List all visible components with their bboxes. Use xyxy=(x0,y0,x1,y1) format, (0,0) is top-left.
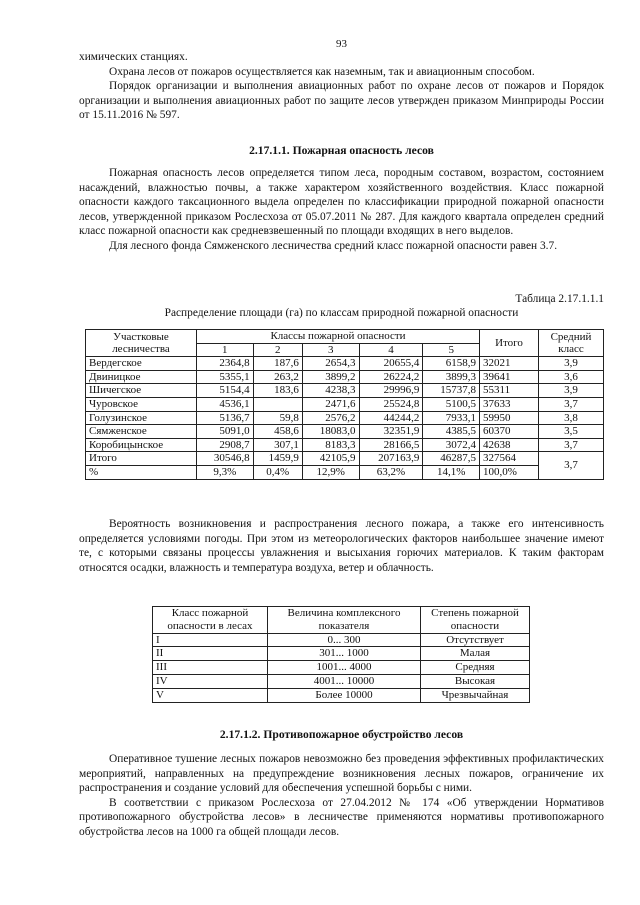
table-cell: 3,7 xyxy=(539,438,604,452)
column-header: Средний класс xyxy=(539,330,604,357)
table-cell: 2364,8 xyxy=(197,357,254,371)
column-header: Величина комплексного показателя xyxy=(268,607,421,634)
paragraph: Пожарная опасность лесов определяется типом леса, породным составом, возрастом, состоянием насаждений, влажностью почвы, а также характером хозяйственного воздействия. Класс пожарной опасности каждого таксационного выдела определен по классификации природной пожарной опасности лесов, утвержденной приказом Рослесхоза от 05.07.2011 № 287. Для каждого квартала определен средний класс пожарной опасности как средневзвешенный по площади входящих в него выделов. xyxy=(79,167,604,238)
section2-text xyxy=(79,752,604,840)
table-row xyxy=(86,425,604,439)
table-cell: 59,8 xyxy=(253,411,302,425)
column-header: Степень пожарной опасности xyxy=(421,607,530,634)
table-cell: 0,4% xyxy=(253,465,302,479)
table-cell: 2576,2 xyxy=(302,411,359,425)
table-cell: 1459,9 xyxy=(253,452,302,466)
column-header: Класс пожарной опасности в лесах xyxy=(153,607,268,634)
table-cell: 14,1% xyxy=(423,465,480,479)
table-cell: 32021 xyxy=(480,357,539,371)
table-cell: 207163,9 xyxy=(359,452,423,466)
table-cell: 42105,9 xyxy=(302,452,359,466)
table-cell: II xyxy=(153,647,268,661)
table-cell: 55311 xyxy=(480,384,539,398)
table-number: Таблица 2.17.1.1.1 xyxy=(515,293,604,305)
table-cell: 187,6 xyxy=(253,357,302,371)
table-cell: Чуровское xyxy=(86,397,197,411)
table-cell: 5355,1 xyxy=(197,370,254,384)
table-cell: Высокая xyxy=(421,674,530,688)
table-header-row xyxy=(86,330,604,344)
table-cell: 32351,9 xyxy=(359,425,423,439)
table-cell: IV xyxy=(153,674,268,688)
table-cell: 5154,4 xyxy=(197,384,254,398)
section-title: 2.17.1.1. Пожарная опасность лесов xyxy=(249,144,434,157)
table-cell: Средняя xyxy=(421,661,530,675)
table-row xyxy=(153,688,530,702)
table-percent-row xyxy=(86,465,604,479)
fire-class-table xyxy=(85,329,604,480)
table-cell: 9,3% xyxy=(197,465,254,479)
table-cell: 100,0% xyxy=(480,465,539,479)
table-cell: 1001... 4000 xyxy=(268,661,421,675)
table-cell: 2471,6 xyxy=(302,397,359,411)
table-cell: 15737,8 xyxy=(423,384,480,398)
table-cell: Сямженское xyxy=(86,425,197,439)
fire-danger-scale-table xyxy=(152,606,530,703)
table-cell: Вердегское xyxy=(86,357,197,371)
table-cell: 3,9 xyxy=(539,384,604,398)
table-cell: 458,6 xyxy=(253,425,302,439)
paragraph: химических станциях. xyxy=(79,51,188,63)
table-cell: 2908,7 xyxy=(197,438,254,452)
class-number: 5 xyxy=(423,343,480,357)
paragraph: Порядок организации и выполнения авиационных работ по охране лесов от пожаров и Порядок организации и выполнения авиационных работ по защите лесов утвержден приказом Минприроды России от 15.11.2016 № 597. xyxy=(79,80,604,122)
table-cell: % xyxy=(86,465,197,479)
table-cell: 3899,2 xyxy=(302,370,359,384)
table-cell: Отсутствует xyxy=(421,633,530,647)
table-cell: 5100,5 xyxy=(423,397,480,411)
table-row xyxy=(86,384,604,398)
page-number: 93 xyxy=(336,38,347,50)
table-cell: 60370 xyxy=(480,425,539,439)
table-cell: Коробицынское xyxy=(86,438,197,452)
table-cell: Шичегское xyxy=(86,384,197,398)
table-cell: 20655,4 xyxy=(359,357,423,371)
table-cell: III xyxy=(153,661,268,675)
table-cell: 37633 xyxy=(480,397,539,411)
table-cell: 44244,2 xyxy=(359,411,423,425)
table-cell: 3899,3 xyxy=(423,370,480,384)
table-cell: 183,6 xyxy=(253,384,302,398)
table-cell: Итого xyxy=(86,452,197,466)
table-cell: 26224,2 xyxy=(359,370,423,384)
table-cell: 7933,1 xyxy=(423,411,480,425)
middle-text xyxy=(79,517,604,575)
table-cell: 29996,9 xyxy=(359,384,423,398)
table-cell: 4001... 10000 xyxy=(268,674,421,688)
column-header: Участковые лесничества xyxy=(86,330,197,357)
paragraph: В соответствии с приказом Рослесхоза от 27.04.2012 № 174 «Об утверждении Нормативов противопожарного обустройства лесов» в лесничестве применяются нормативы противопожарного обустройства лесов на 1000 га общей площади лесов. xyxy=(79,796,604,838)
column-header: Классы пожарной опасности xyxy=(197,330,480,344)
table-cell: 5091,0 xyxy=(197,425,254,439)
paragraph: Охрана лесов от пожаров осуществляется как наземным, так и авиационным способом. xyxy=(109,65,535,78)
table-cell: Чрезвычайная xyxy=(421,688,530,702)
section1-text xyxy=(79,166,604,254)
table-cell: Двиницкое xyxy=(86,370,197,384)
table-cell: 4536,1 xyxy=(197,397,254,411)
table-cell: 0... 300 xyxy=(268,633,421,647)
table-cell: I xyxy=(153,633,268,647)
table-cell: 4385,5 xyxy=(423,425,480,439)
table-cell: 18083,0 xyxy=(302,425,359,439)
paragraph: Оперативное тушение лесных пожаров невозможно без проведения эффективных профилактических мероприятий, направленных на предупреждение возникновения лесных пожаров, ограничение их распространения и создание условий для обеспечения успешной борьбы с ними. xyxy=(79,753,604,795)
table-cell: 327564 xyxy=(480,452,539,466)
table-cell: 5136,7 xyxy=(197,411,254,425)
table-cell: 3,7 xyxy=(539,452,604,479)
table-cell: V xyxy=(153,688,268,702)
table-cell: Более 10000 xyxy=(268,688,421,702)
table-row xyxy=(153,647,530,661)
class-number: 2 xyxy=(253,343,302,357)
table-cell: 30546,8 xyxy=(197,452,254,466)
table-cell: 42638 xyxy=(480,438,539,452)
class-number: 1 xyxy=(197,343,254,357)
column-header: Итого xyxy=(480,330,539,357)
table-row xyxy=(86,397,604,411)
table-cell: 6158,9 xyxy=(423,357,480,371)
table-row xyxy=(86,411,604,425)
table-cell: 301... 1000 xyxy=(268,647,421,661)
table-cell: 46287,5 xyxy=(423,452,480,466)
table-cell: 3,7 xyxy=(539,397,604,411)
table-total-row xyxy=(86,452,604,466)
table-cell: 8183,3 xyxy=(302,438,359,452)
table-cell: Голузинское xyxy=(86,411,197,425)
table-cell: 3,9 xyxy=(539,357,604,371)
table-cell: Малая xyxy=(421,647,530,661)
table-cell: 12,9% xyxy=(302,465,359,479)
table-cell xyxy=(253,397,302,411)
table-row xyxy=(86,357,604,371)
table-header-row xyxy=(153,607,530,634)
table-cell: 63,2% xyxy=(359,465,423,479)
table-row xyxy=(153,674,530,688)
paragraph: Вероятность возникновения и распространения лесного пожара, а также его интенсивность определяется условиями погоды. При этом из метеорологических факторов наибольшее значение имеют те, с которыми связаны процессы увлажнения и высыхания горючих материалов. К таким факторам относятся осадки, влажность и температура воздуха, ветер и облачность. xyxy=(79,518,604,574)
table-cell: 25524,8 xyxy=(359,397,423,411)
table-cell: 39641 xyxy=(480,370,539,384)
paragraph: Для лесного фонда Сямженского лесничества средний класс пожарной опасности равен 3.7. xyxy=(109,239,558,252)
top-text-block xyxy=(79,50,604,123)
table-cell: 28166,5 xyxy=(359,438,423,452)
table-cell: 3,5 xyxy=(539,425,604,439)
table-cell: 3,8 xyxy=(539,411,604,425)
table-cell: 3,6 xyxy=(539,370,604,384)
section-title: 2.17.1.2. Противопожарное обустройство лесов xyxy=(219,728,464,741)
table-cell: 59950 xyxy=(480,411,539,425)
table-cell: 263,2 xyxy=(253,370,302,384)
class-number: 4 xyxy=(359,343,423,357)
table-caption: Распределение площади (га) по классам природной пожарной опасности xyxy=(164,307,519,319)
table-row xyxy=(153,661,530,675)
class-number: 3 xyxy=(302,343,359,357)
table-cell: 3072,4 xyxy=(423,438,480,452)
table-row xyxy=(153,633,530,647)
table-cell: 2654,3 xyxy=(302,357,359,371)
table-row xyxy=(86,370,604,384)
table-row xyxy=(86,438,604,452)
table-cell: 307,1 xyxy=(253,438,302,452)
table-cell: 4238,3 xyxy=(302,384,359,398)
